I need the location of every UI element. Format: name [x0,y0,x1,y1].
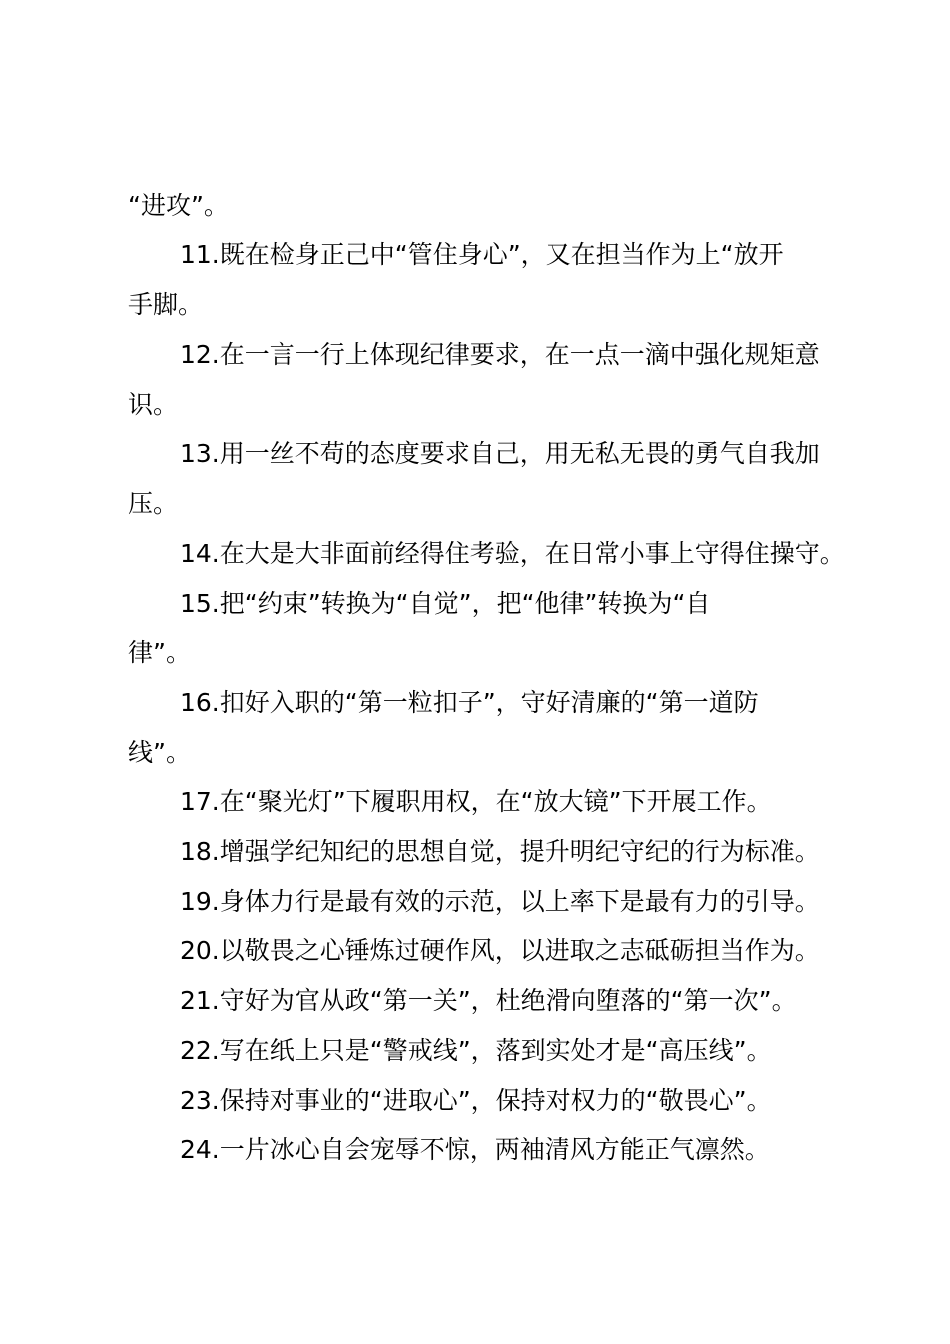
text-line: “进攻”。 [128,191,229,220]
text-line: 12.在一言一行上体现纪律要求，在一点一滴中强化规矩意 [180,340,820,369]
text-line: 15.把“约束”转换为“自觉”，把“他律”转换为“自 [180,589,711,618]
text-line: 线”。 [128,738,191,767]
text-line: 压。 [128,489,179,518]
text-line: 18.增强学纪知纪的思想自觉，提升明纪守纪的行为标准。 [180,837,820,866]
text-line: 22.写在纸上只是“警戒线”，落到实处才是“高压线”。 [180,1036,772,1065]
text-line: 20.以敬畏之心锤炼过硬作风，以进取之志砥砺担当作为。 [180,936,820,965]
text-line: 19.身体力行是最有效的示范，以上率下是最有力的引导。 [180,887,820,916]
text-line: 识。 [128,390,179,419]
text-line: 16.扣好入职的“第一粒扣子”，守好清廉的“第一道防 [180,688,759,717]
text-line: 21.守好为官从政“第一关”，杜绝滑向堕落的“第一次”。 [180,986,797,1015]
text-line: 14.在大是大非面前经得住考验，在日常小事上守得住操守。 [180,539,845,568]
text-line: 24.一片冰心自会宠辱不惊，两袖清风方能正气凛然。 [180,1135,770,1164]
text-line: 23.保持对事业的“进取心”，保持对权力的“敬畏心”。 [180,1086,772,1115]
text-line: 手脚。 [128,290,204,319]
text-line: 17.在“聚光灯”下履职用权，在“放大镜”下开展工作。 [180,787,772,816]
text-line: 11.既在检身正己中“管住身心”，又在担当作为上“放开 [180,240,784,269]
text-line: 律”。 [128,638,191,667]
text-line: 13.用一丝不苟的态度要求自己，用无私无畏的勇气自我加 [180,439,820,468]
